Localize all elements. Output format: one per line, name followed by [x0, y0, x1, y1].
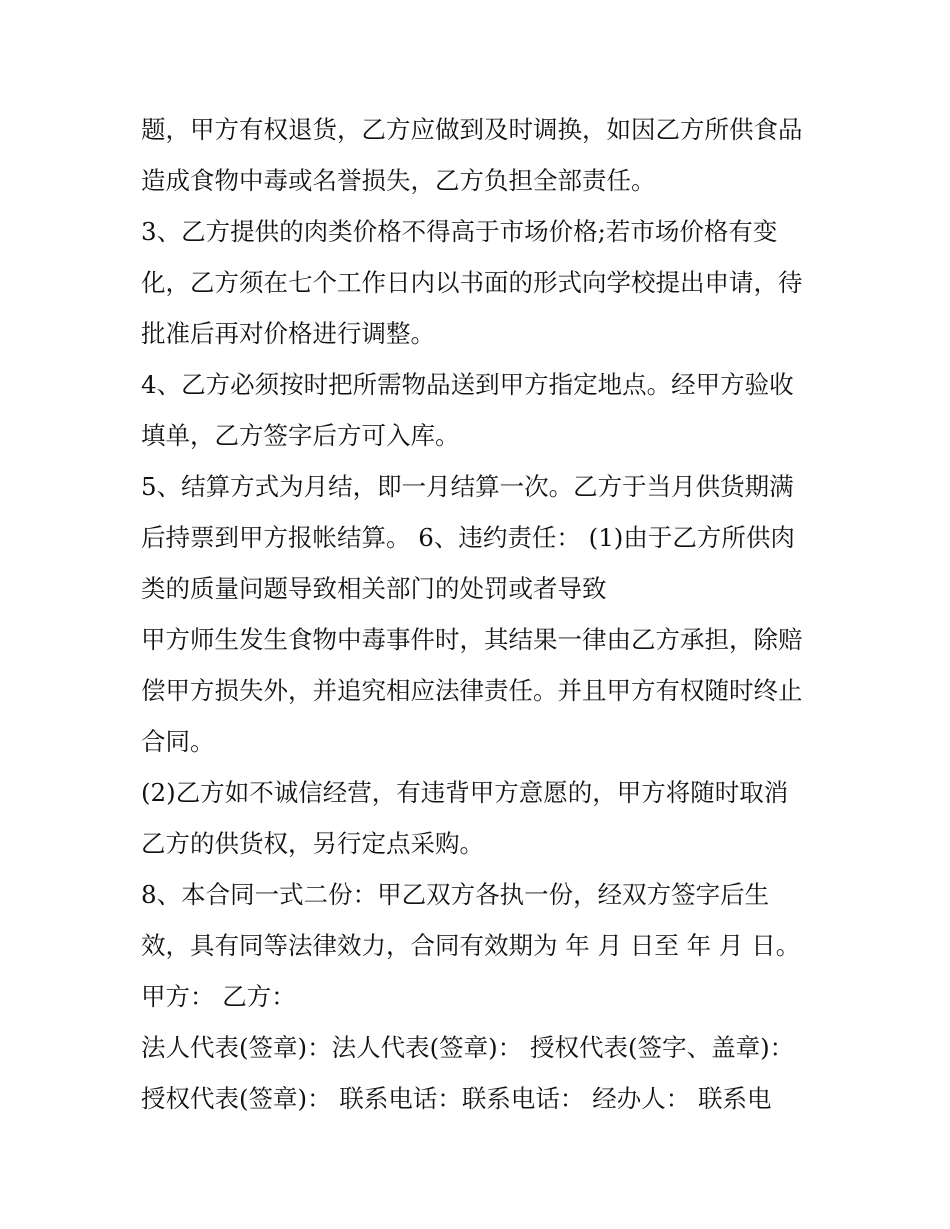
text-line: 偿甲方损失外，并追究相应法律责任。并且甲方有权随时终止 [141, 676, 803, 705]
text-line: 化，乙方须在七个工作日内以书面的形式向学校提出申请，待 [141, 268, 803, 297]
parties-line: 甲方： 乙方： [141, 982, 296, 1011]
signatories-line: 法人代表(签章)：法人代表(签章)： 授权代表(签字、盖章)： [141, 1033, 795, 1062]
text-line: 合同。 [141, 727, 215, 756]
subclause-2-line: (2)乙方如不诚信经营，有违背甲方意愿的，甲方将随时取消 [141, 778, 789, 807]
contract-text [141, 104, 831, 1124]
text-line: 效，具有同等法律效力，合同有效期为 年 月 日至 年 月 日。 [141, 931, 801, 960]
text-line: 批准后再对价格进行调整。 [141, 319, 435, 348]
text-line: 填单，乙方签字后方可入库。 [141, 421, 460, 450]
clause-3-line: 3、乙方提供的肉类价格不得高于市场价格;若市场价格有变 [141, 217, 778, 246]
text-line: 类的质量问题导致相关部门的处罚或者导致 [141, 574, 607, 603]
text-line: 造成食物中毒或名誉损失，乙方负担全部责任。 [141, 166, 656, 195]
clause-8-line: 8、本合同一式二份：甲乙双方各执一份，经双方签字后生 [141, 880, 770, 909]
clause-4-line: 4、乙方必须按时把所需物品送到甲方指定地点。经甲方验收 [141, 370, 794, 399]
text-line: 甲方师生发生食物中毒事件时，其结果一律由乙方承担，除赔 [141, 625, 803, 654]
clause-6-line: 后持票到甲方报帐结算。 6、违约责任： (1)由于乙方所供肉 [141, 523, 795, 552]
clause-5-line: 5、结算方式为月结，即一月结算一次。乙方于当月供货期满 [141, 472, 794, 501]
text-line: 题，甲方有权退货，乙方应做到及时调换，如因乙方所供食品 [141, 115, 803, 144]
contacts-line: 授权代表(签章)： 联系电话：联系电话： 经办人： 联系电 [141, 1084, 772, 1113]
text-line: 乙方的供货权，另行定点采购。 [141, 829, 484, 858]
